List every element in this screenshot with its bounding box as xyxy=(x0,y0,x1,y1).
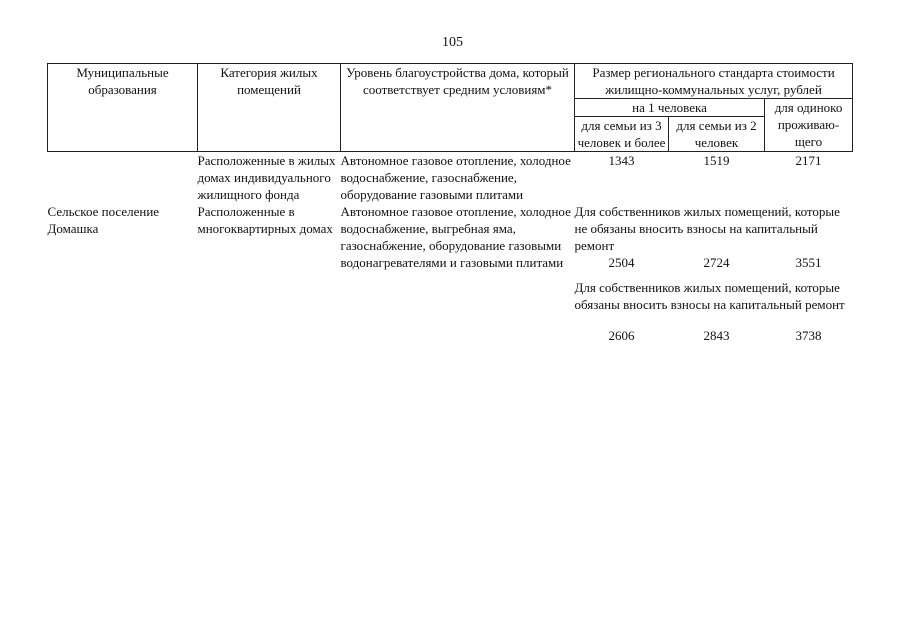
value-family-3: 1343 xyxy=(608,153,635,168)
table-row xyxy=(48,152,853,204)
value-family-2: 1519 xyxy=(703,153,730,168)
row-municipality xyxy=(48,152,198,204)
value-single: 3738 xyxy=(795,328,822,343)
table-body xyxy=(48,152,853,345)
header-single-person: для одиноко проживаю-щего xyxy=(765,99,853,152)
row-municipality: Сельское поселение Домашка xyxy=(47,204,160,236)
note-obliged: Для собственников жилых помещений, которые обязаны вносить взносы на капитальный ремонт xyxy=(574,280,845,312)
value-family-3: 2504 xyxy=(608,255,635,270)
value-single: 2171 xyxy=(795,153,822,168)
value-family-2: 2724 xyxy=(703,255,730,270)
regional-standard-table xyxy=(47,63,853,344)
table-header xyxy=(48,64,853,152)
row-category: Расположенные в многоквартирных домах xyxy=(197,204,333,236)
note-not-obliged: Для собственников жилых помещений, которые не обязаны вносить взносы на капитальный ремонт xyxy=(574,204,840,253)
value-family-2: 2843 xyxy=(703,328,730,343)
header-standard-size: Размер регионального стандарта стоимости жилищно-коммунальных услуг, рублей xyxy=(575,64,853,99)
header-category: Категория жилых помещений xyxy=(198,64,341,152)
row-comfort-level: Автономное газовое отопление, холодное водоснабжение, выгребная яма, газоснабжение, оборудование газовыми водонагревателями и газовыми плитами xyxy=(340,204,571,270)
header-family-2: для семьи из 2 человек xyxy=(669,117,765,152)
header-per-person: на 1 человека xyxy=(575,99,765,117)
table-row xyxy=(48,203,853,254)
page-number: 105 xyxy=(442,35,463,50)
header-family-3: для семьи из 3 человек и более xyxy=(575,117,669,152)
value-family-3: 2606 xyxy=(608,328,635,343)
row-category: Расположенные в жилых домах индивидуального жилищного фонда xyxy=(197,153,336,202)
header-comfort-level: Уровень благоустройства дома, который соответствует средним условиям* xyxy=(341,64,575,152)
value-single: 3551 xyxy=(795,255,822,270)
header-municipality: Муниципальные образования xyxy=(48,64,198,152)
row-comfort-level: Автономное газовое отопление, холодное водоснабжение, газоснабжение, оборудование газовыми плитами xyxy=(340,153,571,202)
